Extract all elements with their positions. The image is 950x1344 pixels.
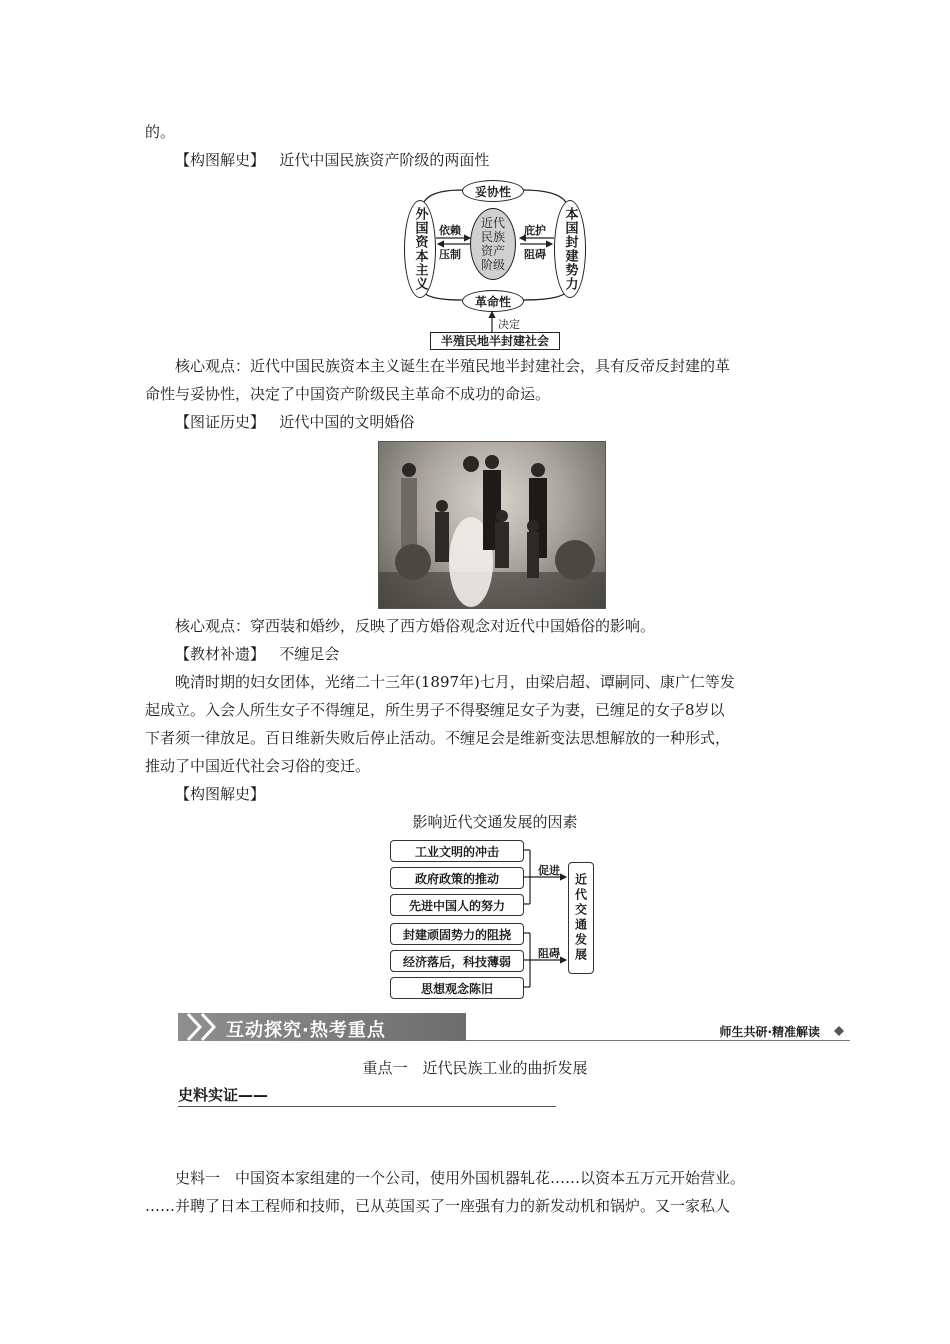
section-banner [178, 1008, 850, 1044]
compromise-oval: 妥协性 [462, 180, 524, 202]
section-tag: 【教材补遗】 [175, 645, 266, 663]
promote-label: 促进 [538, 864, 560, 877]
evidence-rule [178, 1106, 556, 1107]
section-title: 不缠足会 [279, 645, 340, 663]
paragraph-line: 下者须一律放足。百日维新失败后停止活动。不缠足会是维新变法思想解放的一种形式， [145, 729, 731, 747]
domestic-feudal-oval: 本国封建势力 [554, 200, 586, 298]
factor-box: 思想观念陈旧 [390, 977, 524, 999]
section-heading-2 [175, 411, 815, 433]
text-fragment: 的。 [145, 123, 176, 141]
banner-rule [466, 1040, 850, 1041]
section-tag: 【图证历史】 [175, 413, 266, 431]
bourgeoisie-duality-diagram [400, 178, 590, 348]
obstruction-label: 阻碍 [524, 248, 546, 261]
semi-colonial-box: 半殖民地半封建社会 [430, 332, 560, 350]
source-line-1: 史料一 中国资本家组建的一个公司，使用外国机器轧花……以资本五万元开始营业。 [175, 1169, 746, 1187]
evidence-label: 史料实证—— [178, 1086, 269, 1104]
revolution-oval: 革命性 [462, 290, 524, 312]
dependence-label: 依赖 [439, 224, 461, 237]
section-title: 近代中国的文明婚俗 [279, 413, 415, 431]
transport-diagram-title: 影响近代交通发展的因素 [412, 813, 578, 831]
paragraph-line: 晚清时期的妇女团体，光绪二十三年(1897年)七月，由梁启超、谭嗣同、康广仁等发 [175, 673, 735, 691]
section-heading-3 [175, 643, 815, 665]
paragraph-line: 推动了中国近代社会习俗的变迁。 [145, 757, 371, 775]
chevron-right-icon [184, 1012, 228, 1042]
factor-box: 政府政策的推动 [390, 867, 524, 889]
decide-label: 决定 [498, 318, 520, 331]
suppression-label: 压制 [439, 248, 461, 261]
core-view-1-line2: 命性与妥协性，决定了中国资产阶级民主革命不成功的命运。 [145, 385, 551, 403]
paragraph-line: 起成立。入会人所生女子不得缠足，所生男子不得娶缠足女子为妻，已缠足的女子8岁以 [145, 701, 725, 719]
transport-development-box: 近代交通发展 [568, 862, 594, 974]
wedding-photo [378, 441, 606, 609]
factor-box: 工业文明的冲击 [390, 840, 524, 862]
core-view-1-line1: 核心观点：近代中国民族资本主义诞生在半殖民地半封建社会，具有反帝反封建的革 [175, 357, 731, 375]
focus-title: 重点一 近代民族工业的曲折发展 [362, 1059, 588, 1077]
core-view-2: 核心观点：穿西装和婚纱，反映了西方婚俗观念对近代中国婚俗的影响。 [175, 617, 656, 635]
diamond-icon [834, 1026, 844, 1036]
banner-subtitle: 师生共研·精准解读 [719, 1025, 820, 1039]
section-title: 近代中国民族资产阶级的两面性 [279, 151, 490, 169]
foreign-capitalism-oval: 外国资本主义 [404, 200, 436, 298]
source-line-2: ……并聘了日本工程师和技师，已从英国买了一座强有力的新发动机和锅炉。又一家私人 [145, 1197, 731, 1215]
factor-box: 先进中国人的努力 [390, 894, 524, 916]
transport-factors-diagram [388, 838, 598, 998]
hinder-label: 阻碍 [538, 947, 560, 960]
wedding-photo-figures [379, 442, 605, 608]
section-heading-4: 【构图解史】 [175, 785, 266, 803]
transport-connectors [388, 838, 598, 998]
factor-box: 封建顽固势力的阻挠 [390, 923, 524, 945]
section-tag: 【构图解史】 [175, 151, 266, 169]
national-bourgeoisie-oval: 近代民族资产阶级 [470, 208, 516, 280]
section-heading-1 [175, 149, 815, 171]
factor-box: 经济落后，科技薄弱 [390, 950, 524, 972]
protection-label: 庇护 [524, 224, 546, 237]
banner-title: 互动探究·热考重点 [226, 1020, 386, 1041]
